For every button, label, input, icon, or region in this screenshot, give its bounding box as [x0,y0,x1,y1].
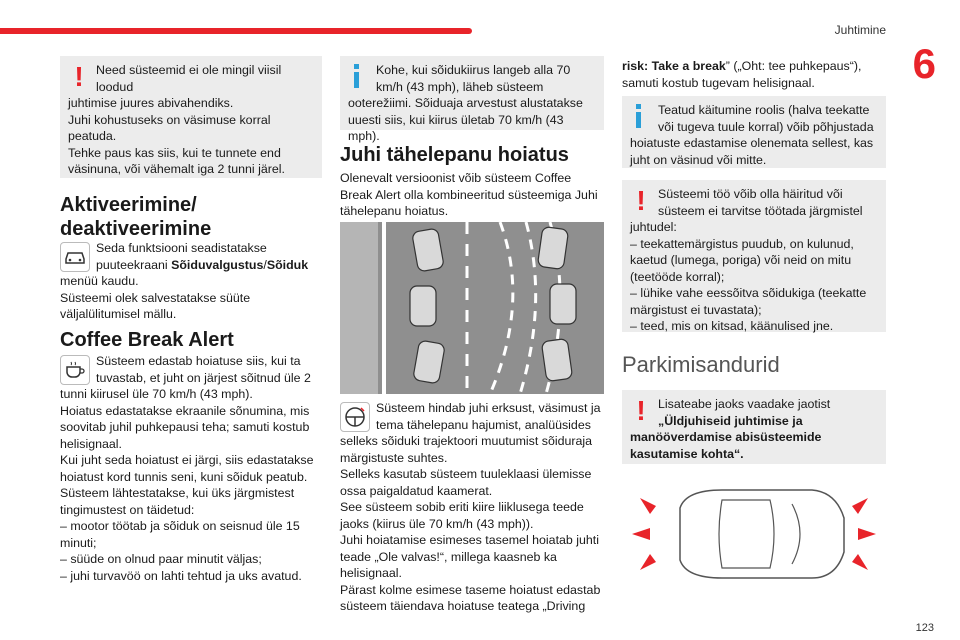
warning-exclamation-icon: ! [74,61,84,92]
info-text: Teatud käitumine roolis (halva teekatte või tugeva tuule korral) võib põhjustada hoiatuste edastamise olenemata sellest, kas juht on väsinud või mitte. [630,103,874,167]
activation-text: Seda funktsiooni seadistatakse puuteekraani [96,241,267,272]
chapter-number: 6 [912,40,936,87]
chapter-color-bar [0,28,472,34]
warning-line: Tehke paus kas siis, kui te tunnete end väsinuna, või vähemalt iga 2 tunni järel. [68,145,285,176]
warning-exclamation-icon: ! [636,395,646,426]
coffee-break-heading: Coffee Break Alert [60,329,234,351]
warning-box-drowsiness [60,56,322,178]
parking-warning-text: Lisateabe jaoks vaadake jaotist [658,397,831,411]
coffee-break-section [60,353,322,584]
page-number: 123 [915,622,934,634]
take-a-break-message: risk: Take a break [622,59,726,73]
driver-attention-heading: Juhi tähelepanu hoiatus [340,144,569,166]
info-icon [348,62,370,94]
warning-line: Juhi kohustuseks on väsimuse korral peatuda. [68,112,271,143]
lane-drift-illustration [340,222,604,394]
body-line: Selleks kasutab süsteem tuuleklaasi ülemisse ossa paigaldatud kaamerat. [340,467,592,498]
parking-warning-reference: „Üldjuhiseid juhtimise ja manööverdamise abisüsteemide kasutamise kohta“. [630,413,822,461]
body-line: Pärast kolme esimese taseme hoiatust edastab süsteem täiendava hoiatuse teatega „Driving [340,582,601,613]
body-line: See süsteem sobib eriti kiire liiklusega teede jaoks (kiirus üle 70 km/h (43 mph)). [340,500,584,531]
warning-box-parking [622,390,886,464]
coffee-cup-icon [60,355,90,385]
parking-sensors-illustration [622,478,886,590]
info-text: Kohe, kui sõidukiirus langeb alla 70 km/h (43 mph), läheb süsteem ooterežiimi. Sõiduaja arvestust alustatakse uuesti siis, kui kiirus ületab 70 km/h (43 mph). [348,63,583,143]
limitation-line: – lühike vahe eessõitva sõidukiga (teekatte märgistust ei tuvastata); [630,286,867,317]
warning-line: Need süsteemid ei ole mingil viisil loodud [96,63,282,94]
warning-exclamation-icon: ! [636,185,646,216]
body-line: Süsteem hindab juhi erksust, väsimust ja tema tähelepanu hajumist, analüüsides selleks sõiduki trajektoori muutumist sõiduraja märgistuste suhtes. [340,401,601,465]
warning-box-limitations [622,180,886,332]
menu-separator: / [263,257,267,272]
coffee-line: Hoiatus edastatakse ekraanile sõnumina, mis soovitab juhil puhkepausi teha; samuti kostub helisignaal. [60,403,310,451]
limitation-line: – teekattemärgistus puudub, on kulunud, kaetud (lumega, poriga) või neid on mitu (teetööde korral); [630,236,854,284]
warning-line: juhtimise juures abivahendiks. [68,96,234,110]
chapter-title: Juhtimine [834,23,886,37]
parking-sensors-heading: Parkimisandurid [622,352,780,377]
coffee-line: – mootor töötab ja sõiduk on seisnud üle 15 minuti; [60,519,300,550]
coffee-line: Süsteem edastab hoiatuse siis, kui ta tuvastab, et juht on järjest sõitnud üle 2 tunni kiirusel üle 70 km/h (43 mph). [60,354,311,401]
driver-attention-body [340,400,604,615]
car-settings-icon [60,242,90,272]
coffee-line: – juhi turvavöö on lahti tehtud ja uks avatud. [60,568,302,583]
info-box-standby [340,56,604,143]
take-a-break-text [622,58,886,91]
info-box-behaviour [622,96,886,168]
coffee-line: – süüde on olnud paar minutit väljas; [60,552,262,566]
limitation-line: Süsteemi töö võib olla häiritud või süsteem ei tarvitse töötada järgmistel juhtudel: [630,187,863,234]
limitation-line: – teed, mis on kitsad, käänulised jne. [630,319,834,333]
coffee-line: Kui juht seda hoiatust ei järgi, siis edastatakse hoiatust kord tunnis seni, kuni sõiduk peatub. [60,453,314,484]
activation-memory-text: Süsteemi olek salvestatakse süüte väljalülitumisel mällu. [60,290,251,321]
info-icon [630,102,652,134]
activation-text-tail: menüü kaudu. [60,274,139,288]
activation-heading: Aktiveerimine/ deaktiveerimine [60,194,212,240]
steering-wheel-icon [340,402,370,432]
menu-name-vehicle: Sõiduk [266,257,309,272]
coffee-line: Süsteem lähtestatakse, kui üks järgmistest tingimustest on täidetud: [60,486,295,517]
body-line: Juhi hoiatamise esimeses tasemel hoiatab juhti teade „Ole valvas!“, millega kaasneb ka helisignaal. [340,533,599,580]
activation-section [60,240,322,323]
driver-attention-intro: Olenevalt versioonist võib süsteem Coffee Break Alert olla kombineeritud süsteemiga Juhi tähelepanu hoiatus. [340,171,598,218]
menu-name-lighting: Sõiduvalgustus [171,257,264,272]
take-a-break-rest: ” („Oht: tee puhkepaus“), samuti kostub tugevam helisignaal. [622,59,862,90]
